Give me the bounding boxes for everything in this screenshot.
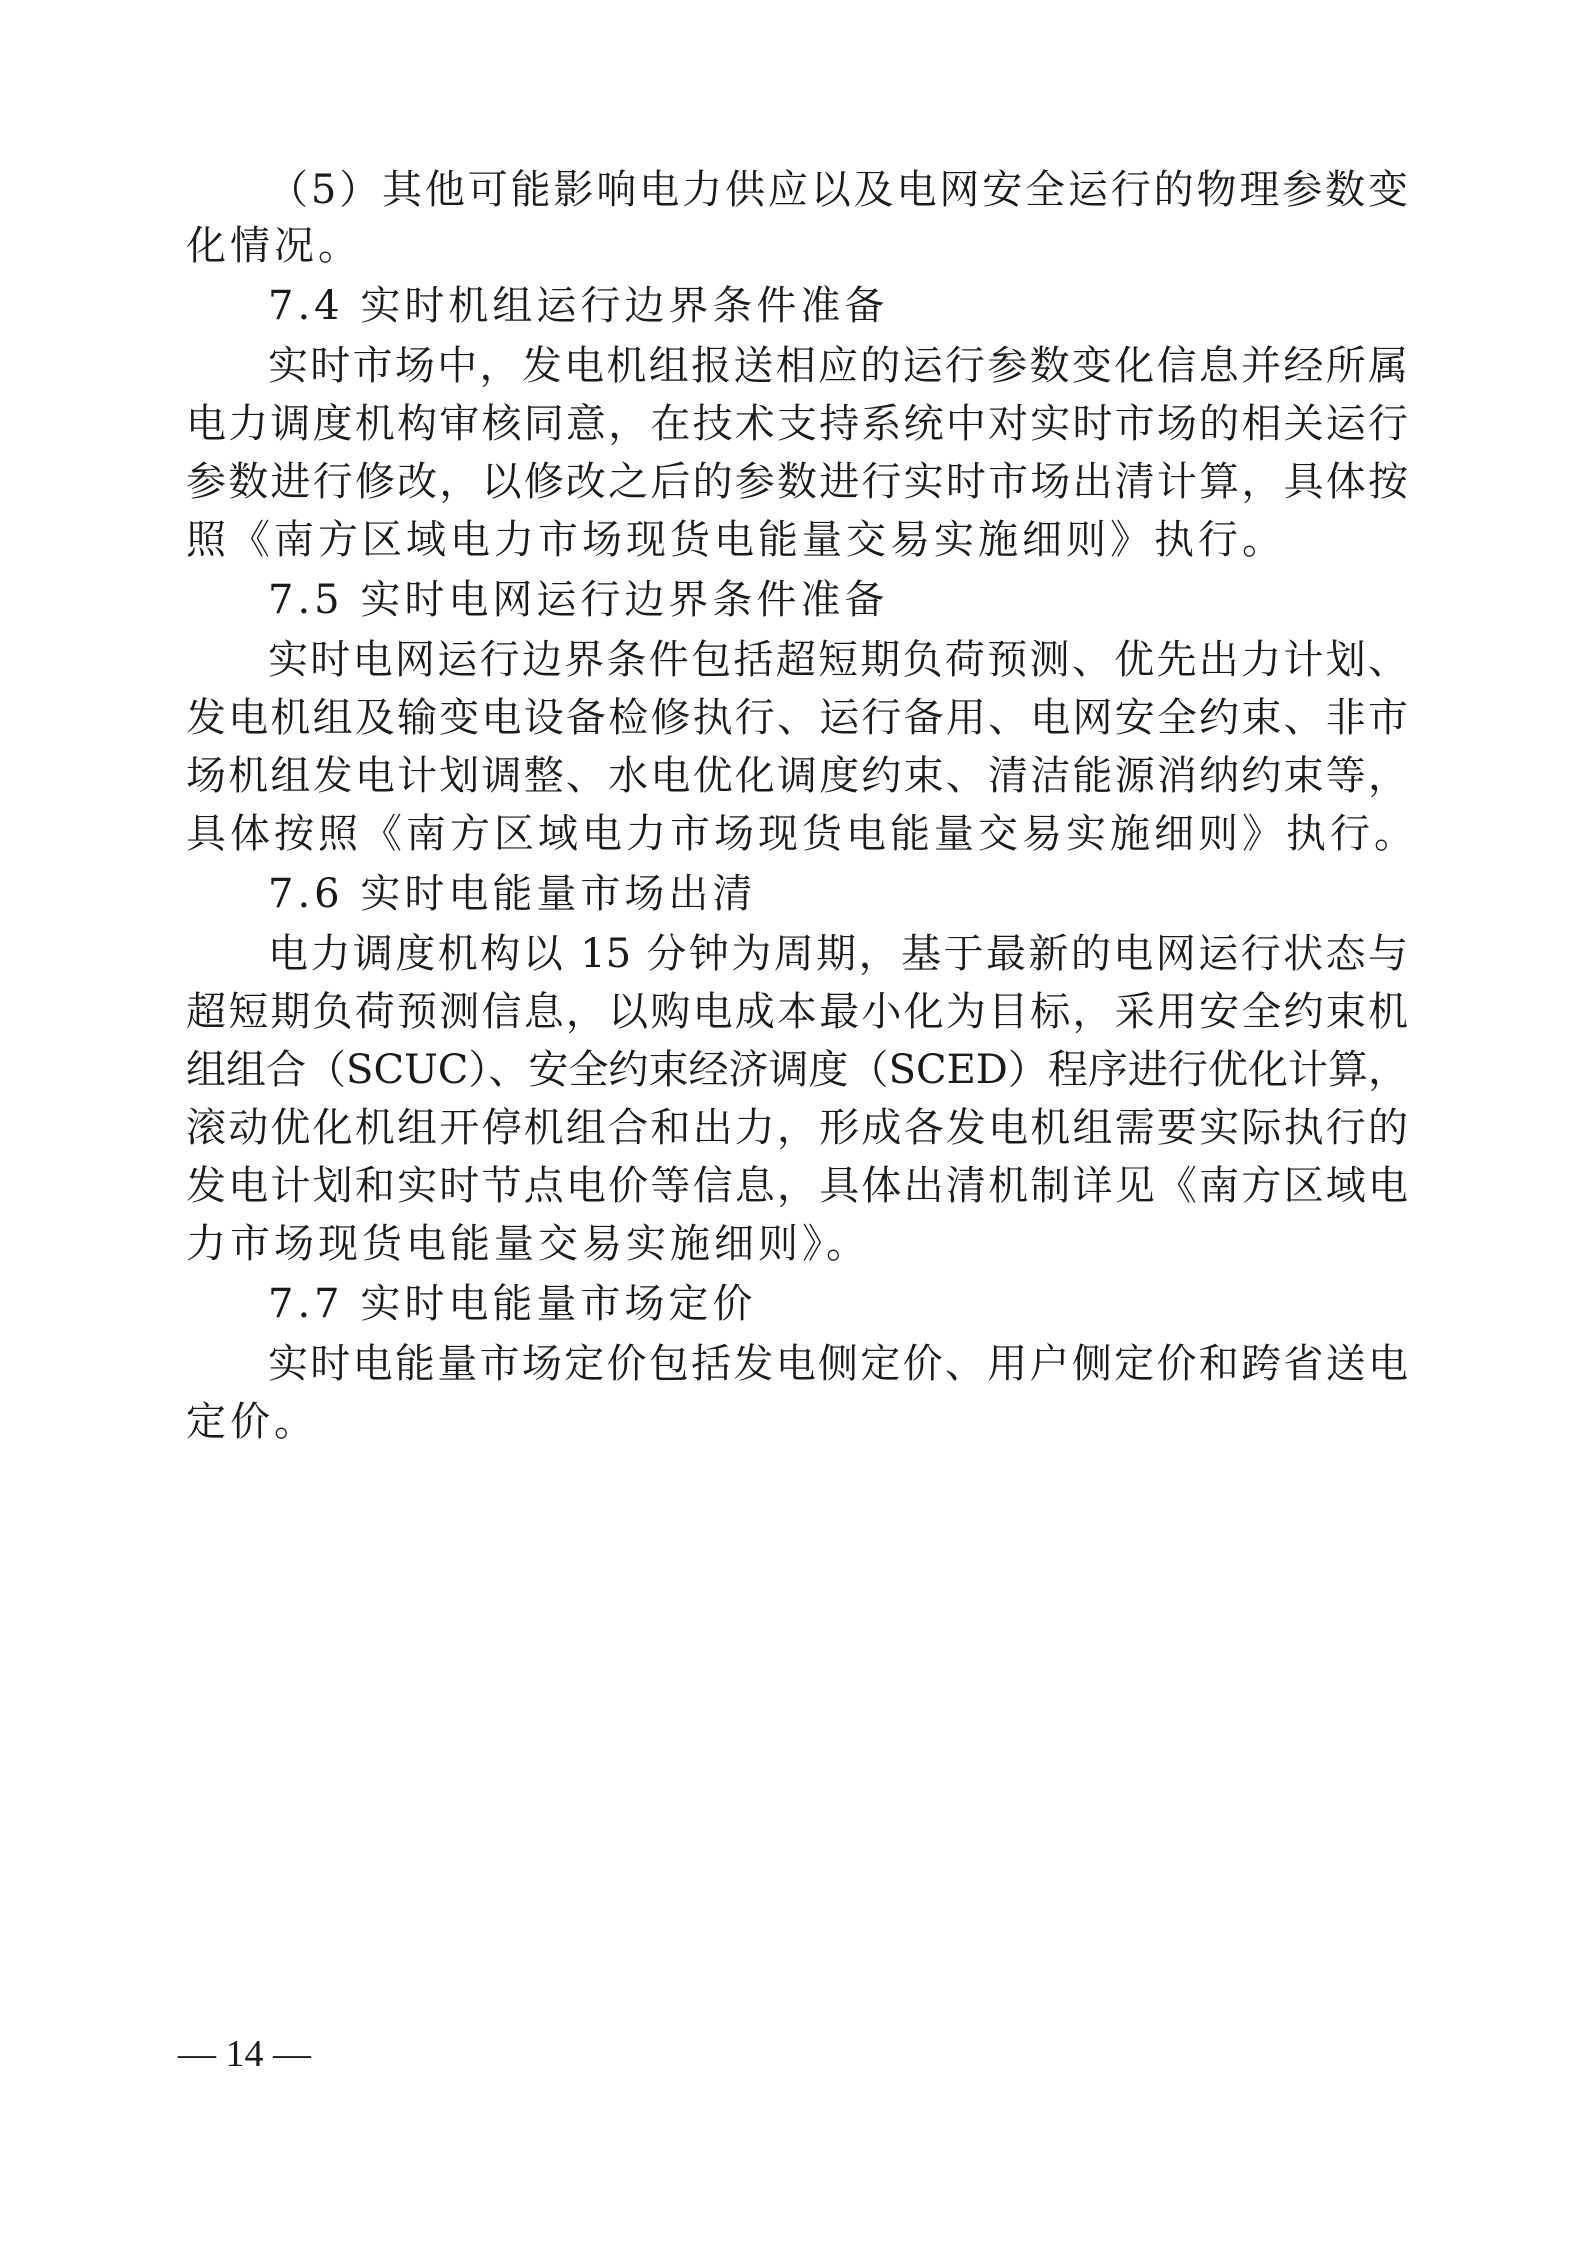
paragraph-line: 电力调度机构审核同意，在技术支持系统中对实时市场的相关运行 (186, 401, 1408, 447)
paragraph-line: 实时市场中，发电机组报送相应的运行参数变化信息并经所属 (268, 343, 1408, 389)
paragraph-line: 电力调度机构以 15 分钟为周期，基于最新的电网运行状态与 (268, 931, 1408, 977)
paragraph-line: 化情况。 (186, 223, 362, 269)
paragraph-line: 实时电网运行边界条件包括超短期负荷预测、优先出力计划、 (268, 637, 1408, 683)
paragraph-line: 发电计划和实时节点电价等信息，具体出清机制详见《南方区域电 (186, 1163, 1408, 1209)
paragraph-line: 滚动优化机组开停机组合和出力，形成各发电机组需要实际执行的 (186, 1105, 1408, 1151)
paragraph-line: 定价。 (186, 1399, 318, 1445)
page-number: — 14 — (178, 2033, 311, 2075)
paragraph-line: 组组合（SCUC）、安全约束经济调度（SCED）程序进行优化计算， (186, 1047, 1408, 1093)
paragraph-line: 力市场现货电能量交易实施细则》。 (186, 1221, 870, 1267)
paragraph-line: 发电机组及输变电设备检修执行、运行备用、电网安全约束、非市 (186, 695, 1408, 741)
paragraph-line: 照《南方区域电力市场现货电能量交易实施细则》执行。 (186, 517, 1286, 563)
paragraph-line: 参数进行修改，以修改之后的参数进行实时市场出清计算，具体按 (186, 459, 1408, 505)
paragraph-line: 超短期负荷预测信息，以购电成本最小化为目标，采用安全约束机 (186, 989, 1408, 1035)
paragraph-line: （5）其他可能影响电力供应以及电网安全运行的物理参数变 (268, 167, 1408, 213)
section-heading-7-4: 7.4 实时机组运行边界条件准备 (268, 283, 889, 329)
section-heading-7-6: 7.6 实时电能量市场出清 (268, 871, 757, 917)
paragraph-line: 实时电能量市场定价包括发电侧定价、用户侧定价和跨省送电 (268, 1341, 1408, 1387)
paragraph-line: 场机组发电计划调整、水电优化调度约束、清洁能源消纳约束等， (186, 753, 1408, 799)
section-heading-7-5: 7.5 实时电网运行边界条件准备 (268, 577, 889, 623)
section-heading-7-7: 7.7 实时电能量市场定价 (268, 1281, 757, 1327)
paragraph-line: 具体按照《南方区域电力市场现货电能量交易实施细则》执行。 (186, 811, 1418, 857)
